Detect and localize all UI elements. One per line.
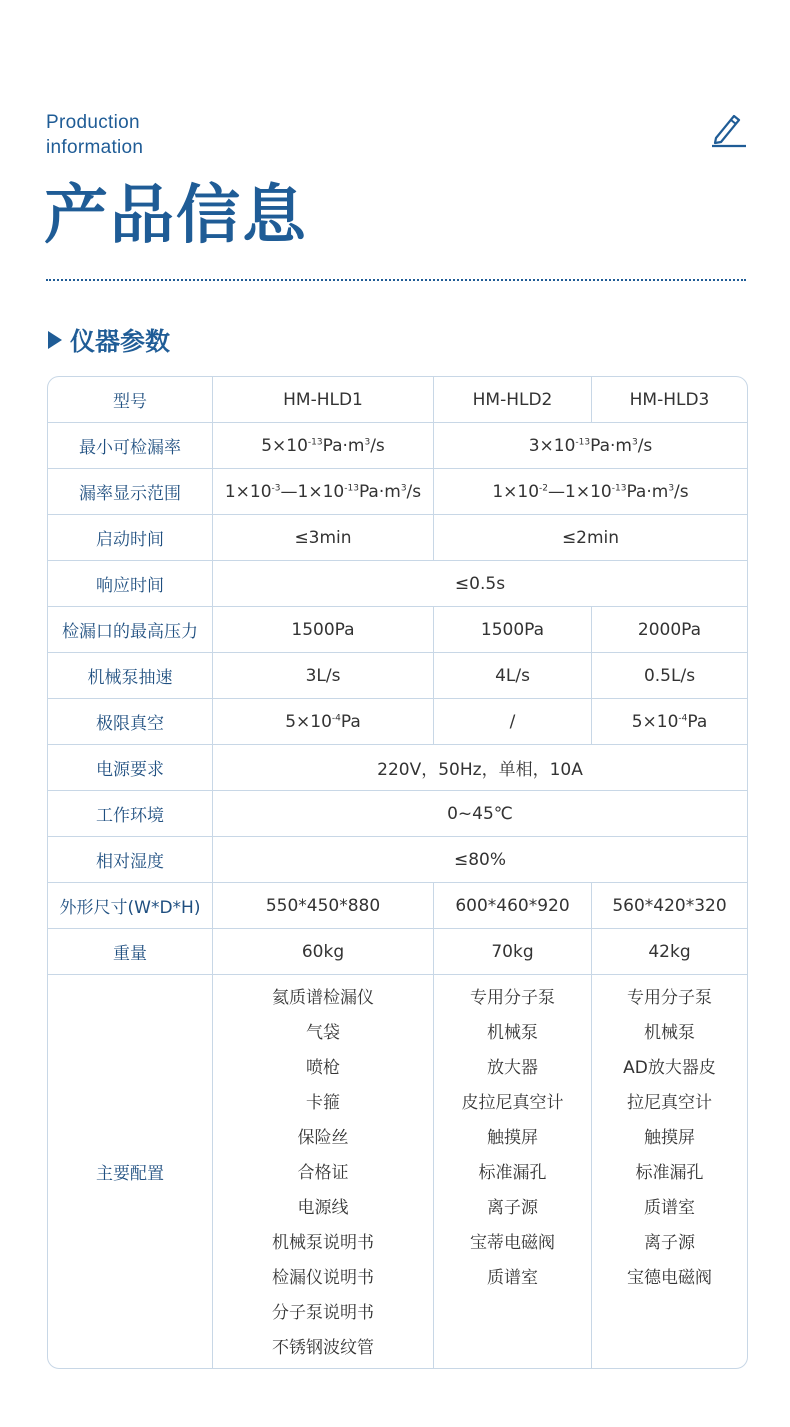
value-cell: ≤80% <box>213 837 747 883</box>
config-item: 专用分子泵 <box>470 988 555 1008</box>
value-cell: 3L/s <box>213 653 434 699</box>
row-label: 检漏口的最高压力 <box>48 607 213 653</box>
config-item: 分子泵说明书 <box>272 1303 374 1323</box>
value-cell: 4L/s <box>434 653 592 699</box>
config-cell-1 <box>213 975 434 1368</box>
config-item: 机械泵 <box>644 1023 695 1043</box>
config-item: 宝德电磁阀 <box>627 1268 712 1288</box>
row-label: 电源要求 <box>48 745 213 791</box>
config-item: 不锈钢波纹管 <box>272 1338 374 1358</box>
row-label: 型号 <box>48 377 213 423</box>
row-label: 机械泵抽速 <box>48 653 213 699</box>
pen-icon <box>708 110 748 150</box>
value-cell: $5\times 10^{-4}Pa$ <box>213 699 434 745</box>
section-label: 仪器参数 <box>70 327 171 356</box>
value-cell: ≤0.5s <box>213 561 747 607</box>
value-cell: $5\times 10^{-4}Pa$ <box>592 699 747 745</box>
config-cell-2 <box>434 975 592 1368</box>
row-label: 主要配置 <box>48 975 213 1368</box>
config-item: 标准漏孔 <box>478 1163 547 1183</box>
config-cell-3 <box>592 975 747 1368</box>
table-row-response <box>48 561 747 607</box>
value-cell: 0~45℃ <box>213 791 747 837</box>
triangle-bullet-icon <box>48 331 62 349</box>
row-label: 重量 <box>48 929 213 975</box>
config-item: 触摸屏 <box>644 1128 695 1148</box>
value-cell: 600*460*920 <box>434 883 592 929</box>
value-cell: ≤3min <box>213 515 434 561</box>
english-heading-line-2: information <box>46 137 144 158</box>
config-item: 触摸屏 <box>487 1128 538 1148</box>
value-cell: $3\times 10^{-13}Pa\cdot m^3/s$ <box>434 423 747 469</box>
value-cell: / <box>434 699 592 745</box>
table-row-vacuum <box>48 699 747 745</box>
english-heading-line-1: Production <box>46 112 140 133</box>
config-item: 拉尼真空计 <box>627 1093 712 1113</box>
config-item: AD放大器皮 <box>623 1058 716 1078</box>
page-title: 产品信息 <box>44 178 308 253</box>
row-label: 工作环境 <box>48 791 213 837</box>
value-cell: 70kg <box>434 929 592 975</box>
row-label: 相对湿度 <box>48 837 213 883</box>
model-cell: HM-HLD3 <box>592 377 747 423</box>
config-item: 保险丝 <box>297 1128 349 1148</box>
config-item: 离子源 <box>644 1233 695 1253</box>
model-cell: HM-HLD2 <box>434 377 592 423</box>
table-row-min-leak <box>48 423 747 469</box>
config-item: 机械泵 <box>487 1023 538 1043</box>
config-item: 检漏仪说明书 <box>272 1268 374 1288</box>
table-row-pressure <box>48 607 747 653</box>
config-item: 喷枪 <box>306 1058 340 1078</box>
table-row-humidity <box>48 837 747 883</box>
spec-table <box>47 376 748 1369</box>
table-row-power <box>48 745 747 791</box>
model-cell: HM-HLD1 <box>213 377 434 423</box>
config-item: 专用分子泵 <box>627 988 712 1008</box>
value-cell: 550*450*880 <box>213 883 434 929</box>
value-cell: 560*420*320 <box>592 883 747 929</box>
table-row-config <box>48 975 747 1368</box>
english-heading <box>46 110 143 160</box>
table-row-size <box>48 883 747 929</box>
value-cell: $1\times 10^{-3}—1\times 10^{-13}Pa\cdot m^3/s$ <box>213 469 434 515</box>
table-row-env <box>48 791 747 837</box>
config-item: 放大器 <box>487 1058 538 1078</box>
value-cell: 0.5L/s <box>592 653 747 699</box>
value-cell: $1\times 10^{-2}—1\times 10^{-13}Pa\cdot m^3/s$ <box>434 469 747 515</box>
table-row-start-time <box>48 515 747 561</box>
row-label: 极限真空 <box>48 699 213 745</box>
value-cell: 1500Pa <box>434 607 592 653</box>
config-item: 质谱室 <box>644 1198 695 1218</box>
config-item: 机械泵说明书 <box>272 1233 374 1253</box>
value-cell: 60kg <box>213 929 434 975</box>
table-row-range <box>48 469 747 515</box>
config-item: 电源线 <box>297 1198 349 1218</box>
config-item: 标准漏孔 <box>635 1163 704 1183</box>
value-cell: $5\times 10^{-13}Pa\cdot m^3/s$ <box>213 423 434 469</box>
dotted-divider <box>46 279 746 281</box>
value-cell: 2000Pa <box>592 607 747 653</box>
config-item: 质谱室 <box>487 1268 538 1288</box>
config-item: 宝蒂电磁阀 <box>470 1233 555 1253</box>
config-item: 合格证 <box>297 1163 349 1183</box>
table-row-pump <box>48 653 747 699</box>
section-heading <box>48 322 170 358</box>
row-label: 响应时间 <box>48 561 213 607</box>
config-item: 离子源 <box>487 1198 538 1218</box>
value-cell: 1500Pa <box>213 607 434 653</box>
config-item: 卡箍 <box>306 1093 340 1113</box>
value-cell: ≤2min <box>434 515 747 561</box>
row-label: 漏率显示范围 <box>48 469 213 515</box>
config-item: 氦质谱检漏仪 <box>272 988 374 1008</box>
value-cell: 220V，50Hz，单相，10A <box>213 745 747 791</box>
table-row-model <box>48 377 747 423</box>
value-cell: 42kg <box>592 929 747 975</box>
config-item: 气袋 <box>306 1023 340 1043</box>
config-item: 皮拉尼真空计 <box>461 1093 564 1113</box>
table-row-weight <box>48 929 747 975</box>
row-label: 外形尺寸(W*D*H) <box>48 883 213 929</box>
row-label: 最小可检漏率 <box>48 423 213 469</box>
row-label: 启动时间 <box>48 515 213 561</box>
